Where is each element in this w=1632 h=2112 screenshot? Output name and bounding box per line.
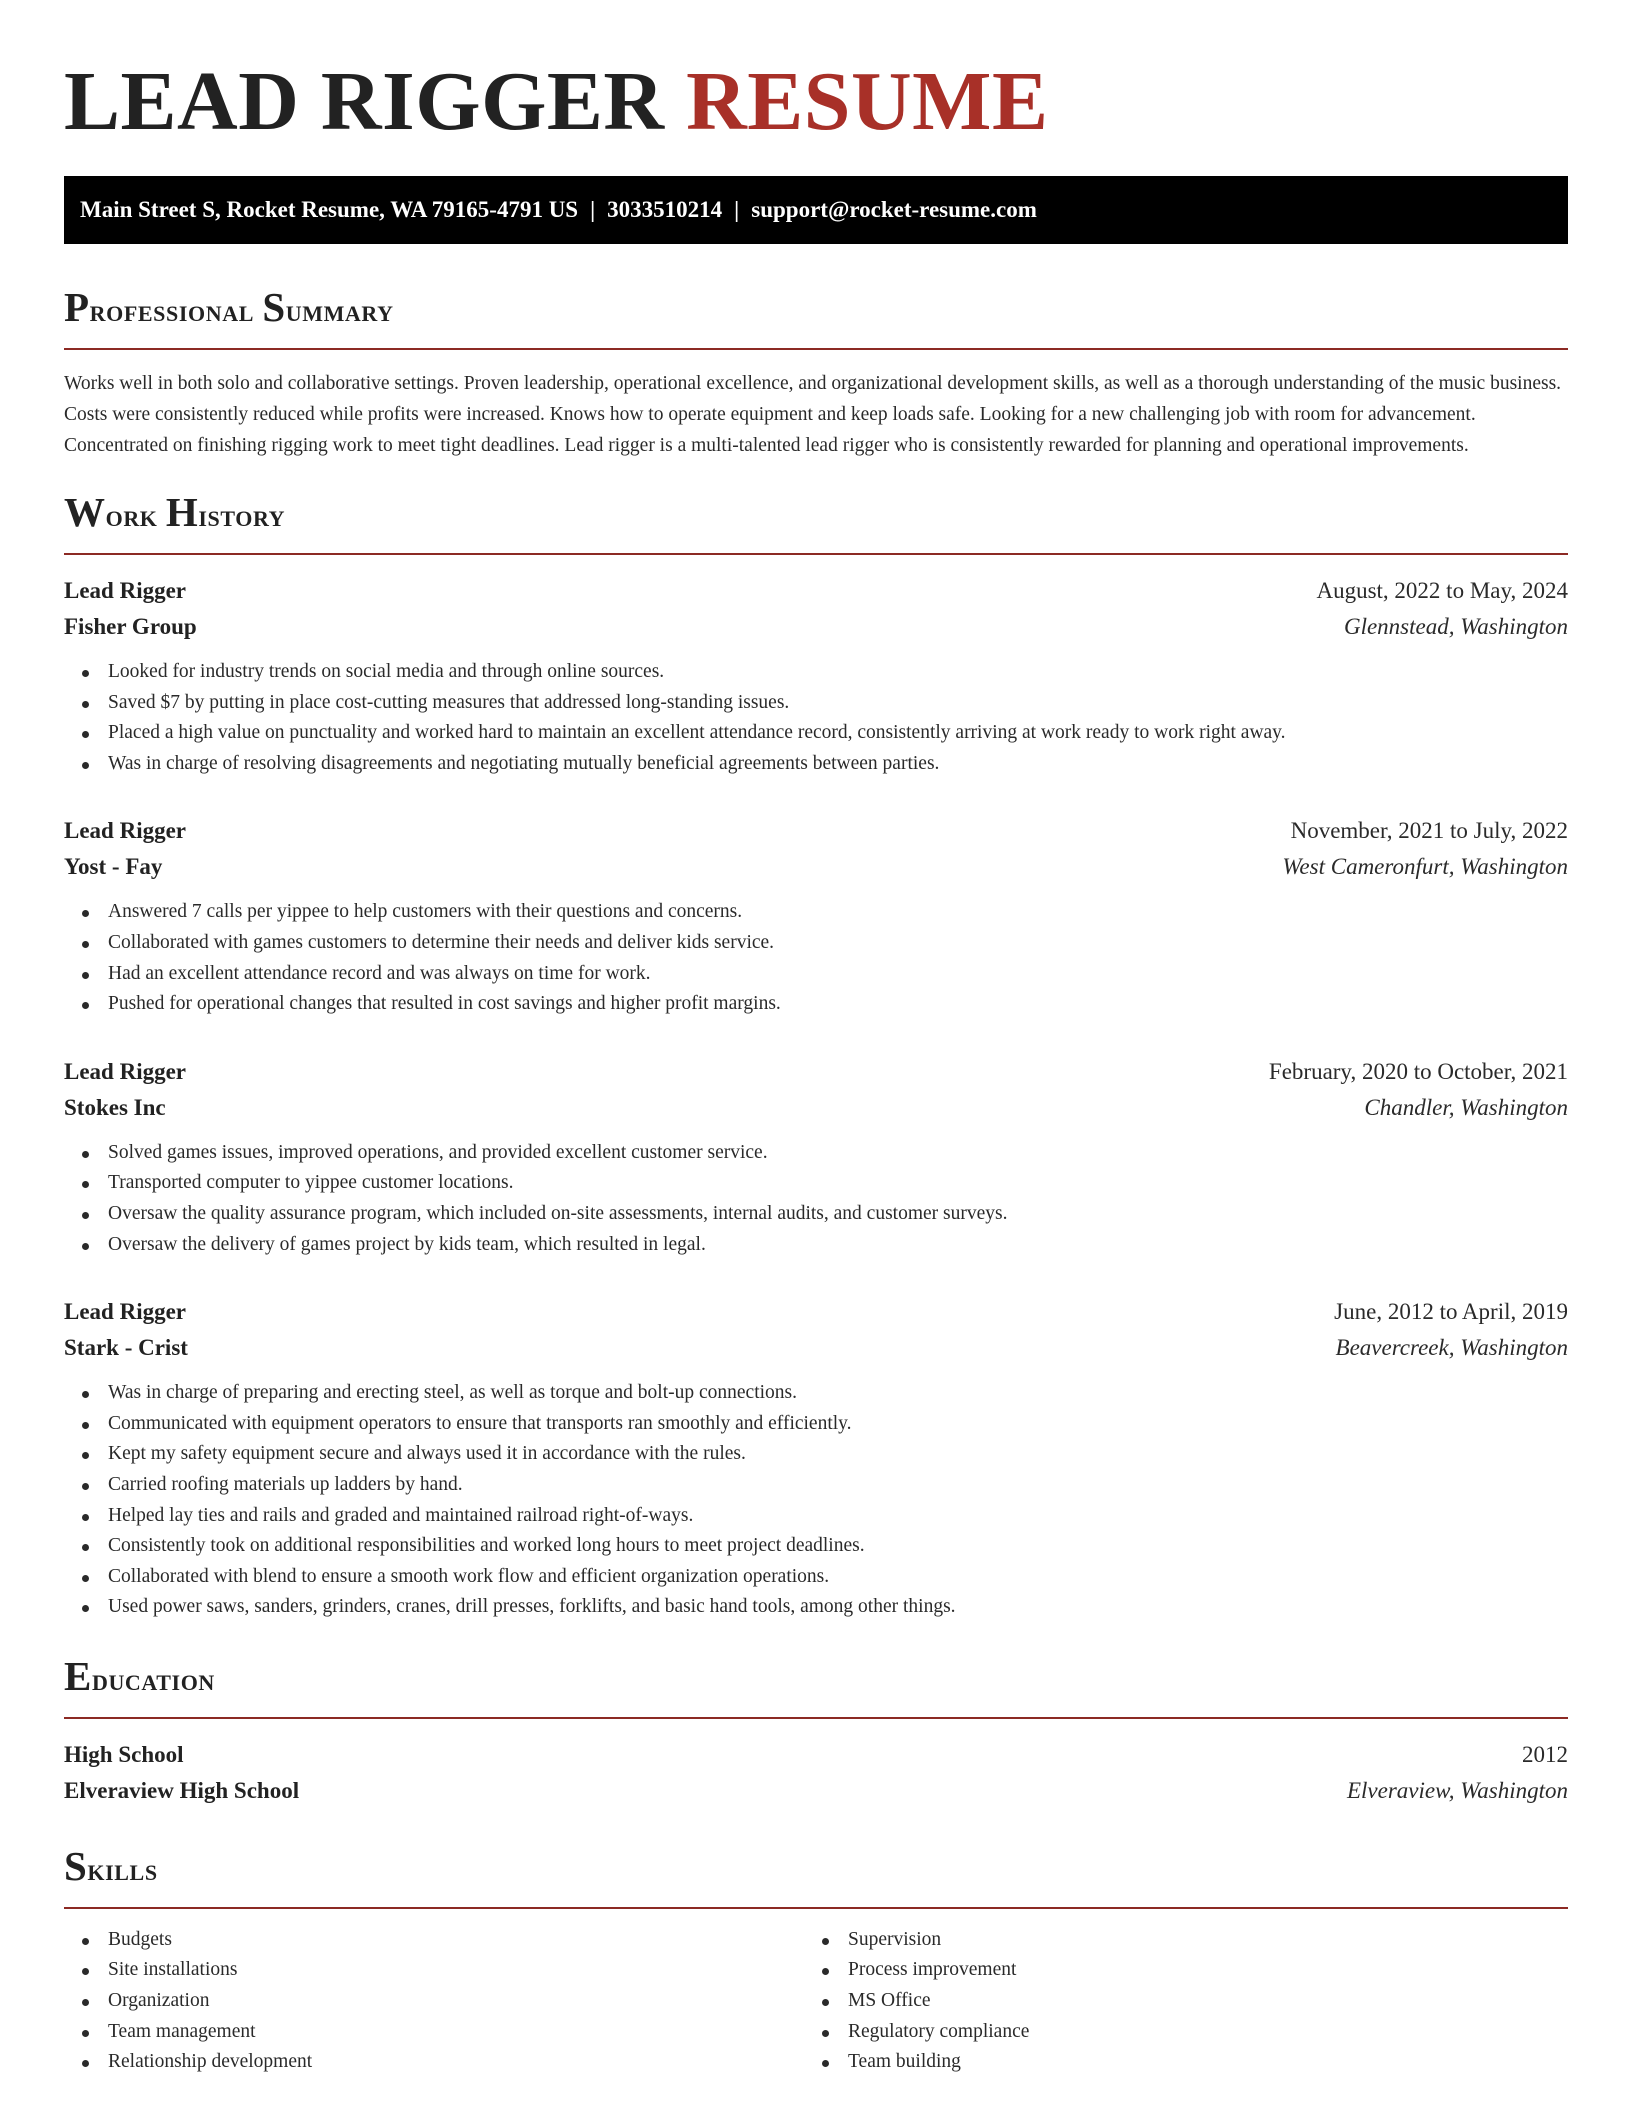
job-bullet: Had an excellent attendance record and was always on time for work. — [64, 959, 1568, 990]
job-bullet-list — [64, 897, 1568, 1019]
job-header-row — [64, 1294, 1568, 1330]
skills-list-right — [804, 1925, 1544, 2078]
job-entry — [64, 1294, 1568, 1623]
skills-list-left — [64, 1925, 804, 2078]
contact-bar — [64, 176, 1568, 244]
job-bullet: Pushed for operational changes that resulted in cost savings and higher profit margins. — [64, 989, 1568, 1020]
job-title: Lead Rigger — [64, 1058, 187, 1084]
job-company-row — [64, 609, 1568, 645]
skill-item: Relationship development — [64, 2047, 804, 2078]
skill-item: Supervision — [804, 1925, 1544, 1956]
job-company: Stark - Crist — [64, 1335, 188, 1361]
skills-section — [64, 1843, 1568, 2078]
job-location: Beavercreek, Washington — [1335, 1335, 1568, 1361]
job-company: Stokes Inc — [64, 1094, 166, 1120]
title-accent: RESUME — [686, 55, 1049, 148]
job-bullet: Kept my safety equipment secure and always used it in accordance with the rules. — [64, 1439, 1568, 1470]
job-bullet: Carried roofing materials up ladders by hand. — [64, 1470, 1568, 1501]
job-bullet: Was in charge of preparing and erecting steel, as well as torque and bolt-up connections. — [64, 1378, 1568, 1409]
job-dates: February, 2020 to October, 2021 — [1268, 1058, 1568, 1084]
job-dates: August, 2022 to May, 2024 — [1316, 578, 1568, 603]
skill-item: Regulatory compliance — [804, 2017, 1544, 2048]
contact-phone: 3033510214 — [607, 197, 723, 222]
job-bullet: Answered 7 calls per yippee to help customers with their questions and concerns. — [64, 897, 1568, 928]
section-divider — [64, 348, 1568, 350]
job-header-row — [64, 573, 1568, 609]
job-company-row — [64, 849, 1568, 885]
job-bullet-list — [64, 657, 1568, 779]
job-company: Yost - Fay — [64, 854, 163, 880]
section-divider — [64, 1717, 1568, 1719]
job-location: Glennstead, Washington — [1343, 614, 1568, 639]
skill-item: MS Office — [804, 1986, 1544, 2017]
job-location: Chandler, Washington — [1364, 1094, 1568, 1120]
skill-item: Organization — [64, 1986, 804, 2017]
job-bullet: Used power saws, sanders, grinders, cranes, drill presses, forklifts, and basic hand tools, among other things. — [64, 1592, 1568, 1623]
job-dates: November, 2021 to July, 2022 — [1290, 818, 1568, 844]
job-bullet: Communicated with equipment operators to ensure that transports ran smoothly and efficiently. — [64, 1409, 1568, 1440]
job-bullet: Transported computer to yippee customer locations. — [64, 1168, 1568, 1199]
job-bullet: Consistently took on additional responsibilities and worked long hours to meet project deadlines. — [64, 1531, 1568, 1562]
contact-separator: | — [734, 197, 740, 222]
job-header-row — [64, 1054, 1568, 1090]
job-entry — [64, 573, 1568, 779]
job-bullet: Collaborated with games customers to determine their needs and deliver kids service. — [64, 928, 1568, 959]
section-heading-work-history: Work History — [64, 489, 286, 535]
education-section — [64, 1653, 1568, 1809]
job-bullet: Saved $7 by putting in place cost-cutting measures that addressed long-standing issues. — [64, 688, 1568, 719]
job-bullet: Collaborated with blend to ensure a smooth work flow and efficient organization operations. — [64, 1562, 1568, 1593]
summary-text: Works well in both solo and collaborative settings. Proven leadership, operational excellence, and organizational development skills, as well as a thorough understanding of the music business. Costs were consistently reduced while profits were increased. Knows how to operate equipment and keep loads safe. Looking for a new challenging job with room for advancement. Concentrated on finishing rigging work to meet tight deadlines. Lead rigger is a multi-talented lead rigger who is consistently rewarded for planning and operational improvements. — [64, 373, 1562, 456]
title-main: LEAD RIGGER — [64, 55, 665, 148]
section-heading-professional-summary: Professional Summary — [64, 284, 394, 330]
job-title: Lead Rigger — [64, 578, 187, 603]
job-company: Fisher Group — [64, 614, 197, 639]
job-title: Lead Rigger — [64, 1299, 187, 1325]
skill-item: Budgets — [64, 1925, 804, 1956]
work-history-section — [64, 489, 1568, 1623]
contact-separator: | — [590, 197, 596, 222]
contact-address: Main Street S, Rocket Resume, WA 79165-4791 US — [80, 197, 579, 222]
education-location: Elveraview, Washington — [1346, 1777, 1568, 1803]
skills-columns — [64, 1925, 1568, 2078]
job-company-row — [64, 1090, 1568, 1126]
section-divider — [64, 1907, 1568, 1909]
education-degree: High School — [64, 1741, 184, 1767]
skill-item: Team management — [64, 2017, 804, 2048]
education-school: Elveraview High School — [64, 1777, 300, 1803]
job-location: West Cameronfurt, Washington — [1282, 854, 1568, 880]
professional-summary-section — [64, 284, 1568, 461]
education-entry — [64, 1737, 1568, 1809]
skill-item: Site installations — [64, 1955, 804, 1986]
section-divider — [64, 553, 1568, 555]
job-bullet: Was in charge of resolving disagreements and negotiating mutually beneficial agreements between parties. — [64, 749, 1568, 780]
job-company-row — [64, 1330, 1568, 1366]
job-bullet-list — [64, 1138, 1568, 1260]
job-dates: June, 2012 to April, 2019 — [1334, 1299, 1568, 1325]
resume-title — [64, 52, 1568, 152]
job-title: Lead Rigger — [64, 818, 187, 844]
education-year: 2012 — [1522, 1741, 1568, 1767]
education-school-row — [64, 1773, 1568, 1809]
section-heading-education: Education — [64, 1652, 215, 1699]
job-entry — [64, 813, 1568, 1019]
contact-email: support@rocket-resume.com — [751, 197, 1037, 222]
education-header-row — [64, 1737, 1568, 1773]
job-bullet: Looked for industry trends on social media and through online sources. — [64, 657, 1568, 688]
job-bullet: Oversaw the quality assurance program, which included on-site assessments, internal audits, and customer surveys. — [64, 1199, 1568, 1230]
job-bullet: Solved games issues, improved operations, and provided excellent customer service. — [64, 1138, 1568, 1169]
job-bullet: Placed a high value on punctuality and worked hard to maintain an excellent attendance record, consistently arriving at work ready to work right away. — [64, 718, 1568, 749]
job-header-row — [64, 813, 1568, 849]
job-bullet: Oversaw the delivery of games project by kids team, which resulted in legal. — [64, 1230, 1568, 1261]
section-heading-skills: Skills — [64, 1842, 158, 1889]
skill-item: Team building — [804, 2047, 1544, 2078]
job-bullet-list — [64, 1378, 1568, 1623]
job-entry — [64, 1054, 1568, 1260]
skill-item: Process improvement — [804, 1955, 1544, 1986]
job-bullet: Helped lay ties and rails and graded and maintained railroad right-of-ways. — [64, 1501, 1568, 1532]
